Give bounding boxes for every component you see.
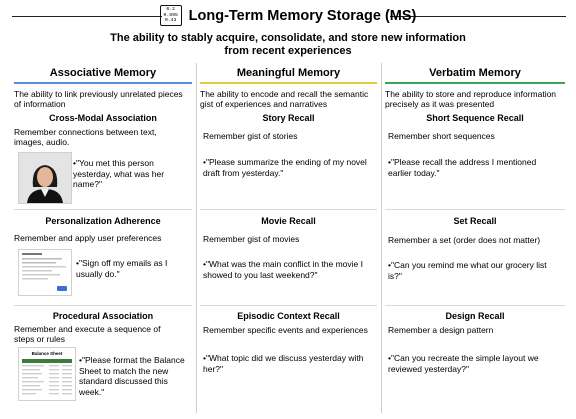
logo-line-1: 0.2 <box>166 7 175 13</box>
column-description: The ability to link previously unrelated pieces of information <box>14 89 183 109</box>
subtitle-line-1: The ability to stably acquire, consolidate, and store new information <box>110 32 466 44</box>
spreadsheet-icon <box>19 348 75 400</box>
logo-line-3: 0.43 <box>164 18 177 24</box>
example-quote: •"Please summarize the ending of my novel draft from yesterday." <box>203 157 367 178</box>
score-logo-icon <box>160 5 182 26</box>
title-block <box>0 5 576 26</box>
column-description: The ability to encode and recall the semantic gist of experiences and narratives <box>200 89 369 109</box>
logo-line-2: 0.895 <box>163 12 178 18</box>
section-separator <box>385 305 565 306</box>
section-subtitle: Remember a set (order does not matter) <box>388 235 541 245</box>
section-separator <box>14 305 192 306</box>
example-quote: •"Can you recreate the simple layout we reviewed yesterday?" <box>388 353 539 374</box>
column-divider-2 <box>381 63 382 413</box>
column-header-verbatim: Verbatim Memory <box>429 67 521 79</box>
section-subtitle: Remember connections between text, images, audio. <box>14 127 157 147</box>
page-subtitle <box>0 32 576 58</box>
section-title: Set Recall <box>453 216 497 226</box>
column-divider-1 <box>196 63 197 413</box>
section-title: Story Recall <box>262 113 315 123</box>
column-accent-verbatim <box>385 82 565 84</box>
balance-sheet-caption: Balance Sheet <box>31 351 63 356</box>
section-title: Design Recall <box>445 311 505 321</box>
section-separator <box>200 209 377 210</box>
section-subtitle: Remember and apply user preferences <box>14 233 162 243</box>
section-subtitle: Remember and execute a sequence of steps or rules <box>14 324 161 344</box>
example-quote: •"Can you remind me what our grocery list is?" <box>388 260 547 281</box>
section-title: Cross-Modal Association <box>49 113 157 123</box>
example-quote: •"You met this person yesterday, what was her name?" <box>73 158 165 189</box>
section-subtitle: Remember gist of movies <box>203 234 300 244</box>
section-separator <box>385 209 565 210</box>
column-header-associative: Associative Memory <box>49 67 157 79</box>
column-accent-associative <box>14 82 192 84</box>
example-quote: •"What was the main conflict in the movie I showed to you last weekend?" <box>203 259 364 280</box>
balance-sheet-screenshot <box>18 347 76 401</box>
section-title: Episodic Context Recall <box>237 311 340 321</box>
section-title: Short Sequence Recall <box>426 113 524 123</box>
section-separator <box>14 209 192 210</box>
subtitle-line-2: from recent experiences <box>224 45 352 57</box>
section-subtitle: Remember gist of stories <box>203 131 298 141</box>
portrait-photo <box>18 152 72 204</box>
section-subtitle: Remember short sequences <box>388 131 495 141</box>
column-accent-meaningful <box>200 82 377 84</box>
example-quote: •"Please recall the address I mentioned earlier today." <box>388 157 537 178</box>
column-header-meaningful: Meaningful Memory <box>236 67 341 79</box>
example-quote: •"Please format the Balance Sheet to match the new standard discussed this week." <box>79 355 185 397</box>
section-subtitle: Remember a design pattern <box>388 325 494 335</box>
email-screenshot <box>18 249 72 296</box>
section-title: Procedural Association <box>52 311 154 321</box>
section-title: Personalization Adherence <box>45 216 161 226</box>
column-description: The ability to store and reproduce information precisely as it was presented <box>385 89 557 109</box>
example-quote: •"What topic did we discuss yesterday with her?" <box>203 353 364 374</box>
email-icon <box>19 250 71 295</box>
section-separator <box>200 305 377 306</box>
section-subtitle: Remember specific events and experiences <box>203 325 368 335</box>
page-title: Long-Term Memory Storage (MS) <box>188 7 417 24</box>
person-icon <box>19 153 71 203</box>
example-quote: •"Sign off my emails as I usually do." <box>76 258 168 279</box>
section-title: Movie Recall <box>261 216 316 226</box>
